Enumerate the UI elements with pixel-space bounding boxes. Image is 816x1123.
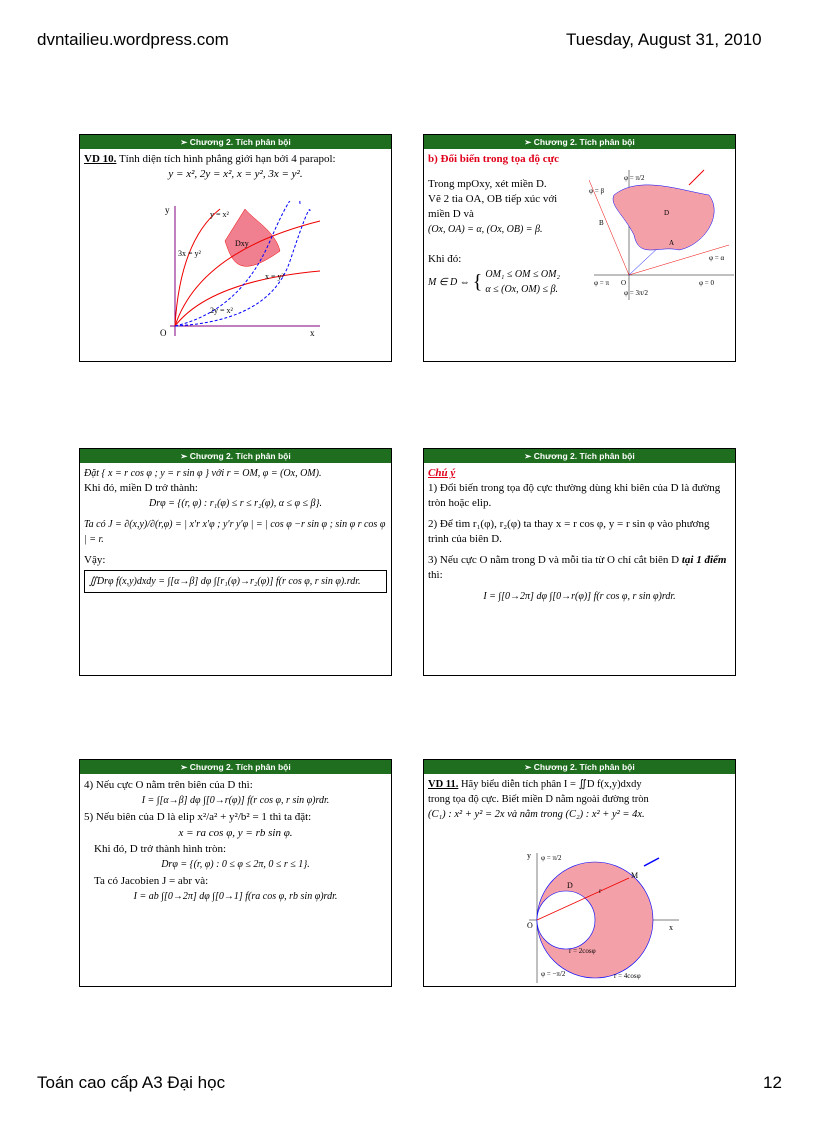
text-line: Trong mpOxy, xét miền D. — [428, 178, 547, 190]
substitution-line: Đặt { x = r cos φ ; y = r sin φ } với r = OM, φ = (Ox, OM). — [84, 468, 322, 479]
curve-label-4: 2y = x² — [210, 306, 233, 315]
problem-formula: y = x², 2y = x², x = y², 3x = y². — [168, 168, 303, 180]
parabola-region-figure — [160, 201, 330, 341]
note-point-1: 1) Đổi biến trong tọa độ cực thường dùng khi biên của D là đường tròn hoặc elip. — [428, 482, 721, 509]
header-date: Tuesday, August 31, 2010 — [566, 30, 762, 49]
point-5: 5) Nếu biên của D là elip x²/a² + y²/b² = 1 thì ta đặt: — [84, 811, 312, 823]
formula-6: Drφ = {(r, φ) : 0 ≤ φ ≤ 2π, 0 ≤ r ≤ 1}. — [161, 859, 310, 870]
label-O: O — [527, 921, 533, 930]
problem-text: trong tọa độ cực. Biết miền D nằm ngoài đường tròn — [428, 794, 649, 805]
example-title: VD 10. — [84, 153, 117, 165]
region-label: Dxy — [235, 239, 249, 248]
curve-label-3: x = y² — [265, 272, 284, 281]
formula-4: I = ∫[α→β] dφ ∫[0→r(φ)] f(r cos φ, r sin φ)rdr. — [141, 795, 330, 806]
text-line: miền D và — [428, 208, 474, 220]
x-axis-label: x — [310, 328, 315, 338]
slide-chapter-bar: ➢ Chương 2. Tích phân bội — [424, 760, 735, 774]
slide-chapter-bar: ➢ Chương 2. Tích phân bội — [80, 760, 391, 774]
label-r: r — [599, 887, 602, 895]
text-line: Khi đó, miền D trở thành: — [84, 482, 198, 494]
slide-2: ➢ Chương 2. Tích phân bội b) Đổi biến trong tọa độ cực Trong mpOxy, xét miền D. Vẽ 2 tia OA, OB tiếp xúc với miền D và (Ox, OA) = α, (Ox, OB) = β. Khi đó: M ∈ D ⇔ { OM₁ ≤ OM ≤ OM₂ α ≤ (Ox, OM) ≤ β. φ = β φ = π/2 φ = α φ = π φ = 0 φ = 3π/2 D A B O — [423, 134, 736, 362]
cond-line: OM₁ ≤ OM ≤ OM₂ — [485, 269, 560, 280]
header-site: dvntailieu.wordpress.com — [37, 30, 229, 49]
label-D: D — [664, 209, 670, 217]
example-title: VD 11. — [428, 779, 459, 790]
problem-text: Hãy biểu diễn tích phân I = ∬D f(x,y)dxdy — [460, 779, 642, 790]
problem-text: Tính diện tích hình phẳng giới hạn bởi 4 parapol: — [118, 153, 336, 165]
formula-5: x = ra cos φ, y = rb sin φ. — [178, 827, 293, 839]
region-formula: Drφ = {(r, φ) : r₁(φ) ≤ r ≤ r₂(φ), α ≤ φ ≤ β}. — [149, 498, 322, 509]
slide-chapter-bar: ➢ Chương 2. Tích phân bội — [424, 449, 735, 463]
label-bottom: φ = −π/2 — [541, 970, 566, 978]
note-point-3: 3) Nếu cực O nằm trong D và mỗi tia từ O chỉ cắt biên D — [428, 554, 680, 566]
footer-page-number: 12 — [763, 1073, 782, 1092]
label-phi-alpha: φ = α — [709, 254, 725, 262]
footer-course: Toán cao cấp A3 Đại học — [37, 1073, 226, 1092]
section-title: b) Đổi biến trong tọa độ cực — [428, 153, 560, 165]
curve-label-1: y = x² — [210, 210, 229, 219]
note-point-2: 2) Để tìm r₁(φ), r₂(φ) ta thay x = r cos φ, y = r sin φ vào phương trình của biên D. — [428, 518, 710, 545]
slide-3 — [79, 448, 392, 676]
label-phi-0: φ = 0 — [699, 279, 714, 287]
text-line: Vẽ 2 tia OA, OB tiếp xúc với — [428, 193, 558, 205]
label-M: M — [631, 871, 639, 880]
slide-5 — [79, 759, 392, 987]
text-line: Vậy: — [84, 554, 106, 566]
slide-4 — [423, 448, 736, 676]
point-7: Ta có Jacobien J = abr và: — [94, 875, 209, 887]
problem-text: (C₁) : x² + y² = 2x và nằm trong (C₂) : x² + y² = 4x. — [428, 809, 645, 820]
jacobian-formula: Ta có J = ∂(x,y)/∂(r,φ) = | x′r x′φ ; y′r y′φ | = | cos φ −r sin φ ; sin φ r cos φ | = r. — [84, 519, 386, 545]
label-y: y — [527, 851, 531, 860]
label-r2: r = 4cosφ — [614, 972, 641, 980]
note-title: Chú ý — [428, 467, 456, 479]
slide-chapter-bar: ➢ Chương 2. Tích phân bội — [80, 135, 391, 149]
cond-line: α ≤ (Ox, OM) ≤ β. — [485, 284, 558, 295]
label-phi-3pi2: φ = 3π/2 — [624, 289, 648, 297]
y-axis-label: y — [165, 205, 170, 215]
polar-region-figure — [589, 165, 734, 305]
label-phi-pi2: φ = π/2 — [624, 174, 645, 182]
label-O: O — [621, 279, 627, 287]
slide-chapter-bar: ➢ Chương 2. Tích phân bội — [424, 135, 735, 149]
result-box: ∬Drφ f(x,y)dxdy = ∫[α→β] dφ ∫[r₁(φ)→r₂(φ)] f(r cos φ, r sin φ).rdr. — [84, 570, 387, 593]
point-4: 4) Nếu cực O nằm trên biên của D thì: — [84, 779, 253, 791]
label-B: B — [599, 219, 604, 227]
text-line: (Ox, OA) = α, (Ox, OB) = β. — [428, 224, 543, 235]
emphasis: tại 1 điểm — [681, 554, 727, 566]
label-x: x — [669, 923, 673, 932]
cond-prefix: M ∈ D ⇔ — [428, 276, 470, 288]
text-line: Khi đó: — [428, 253, 462, 265]
two-circles-figure — [519, 848, 679, 983]
formula-7: I = ab ∫[0→2π] dφ ∫[0→1] f(ra cos φ, rb sin φ)rdr. — [133, 891, 338, 902]
slide-6 — [423, 759, 736, 987]
note-point-3-end: thì: — [428, 569, 443, 581]
origin-label: O — [160, 328, 167, 338]
label-A: A — [669, 239, 675, 247]
slide-chapter-bar: ➢ Chương 2. Tích phân bội — [80, 449, 391, 463]
label-phi-pi: φ = π — [594, 279, 610, 287]
point-6: Khi đó, D trở thành hình tròn: — [94, 843, 226, 855]
label-phi-beta: φ = β — [589, 187, 605, 195]
integral-formula: I = ∫[0→2π] dφ ∫[0→r(φ)] f(r cos φ, r sin φ)rdr. — [483, 591, 676, 602]
curve-label-2: 3x = y² — [178, 249, 201, 258]
label-D: D — [567, 881, 573, 890]
slide-1 — [79, 134, 392, 362]
label-r1: r = 2cosφ — [569, 947, 596, 955]
label-top: φ = π/2 — [541, 854, 562, 862]
